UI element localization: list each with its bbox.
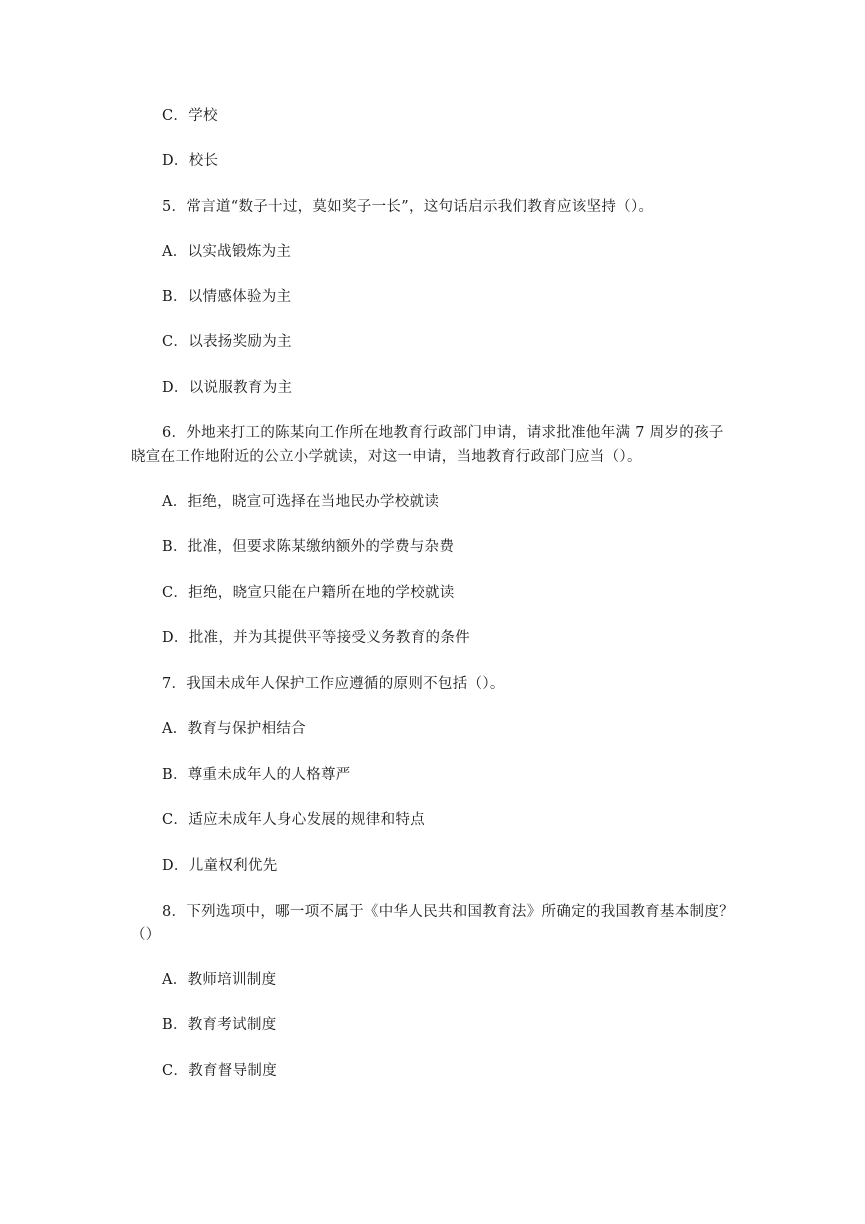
option-a-q6: A．拒绝，晓宣可选择在当地民办学校就读 [162,494,440,510]
option-d-q6: D．批准，并为其提供平等接受义务教育的条件 [162,630,470,646]
option-b-q5: B．以情感体验为主 [162,289,292,305]
question-7: 7．我国未成年人保护工作应遵循的原则不包括（）。 [162,676,505,692]
option-c-q4: C．学校 [162,108,218,124]
option-d-q7: D．儿童权利优先 [162,858,278,874]
option-b-q8: B．教育考试制度 [162,1017,277,1033]
option-d-q5: D．以说服教育为主 [162,380,293,396]
question-6: 6．外地来打工的陈某向工作所在地教育行政部门申请，请求批准他年满 7 周岁的孩子 [162,425,724,441]
option-a-q8: A．教师培训制度 [162,972,277,988]
question-5: 5．常言道“数子十过，莫如奖子一长”，这句话启示我们教育应该坚持（）。 [162,199,654,215]
option-c-q5: C．以表扬奖励为主 [162,334,292,350]
option-d-q4: D．校长 [162,153,219,169]
option-a-q7: A．教育与保护相结合 [162,721,306,737]
option-b-q6: B．批准，但要求陈某缴纳额外的学费与杂费 [162,539,455,555]
question-8: 8．下列选项中，哪一项不属于《中华人民共和国教育法》所确定的我国教育基本制度？ [162,904,734,920]
option-a-q5: A．以实战锻炼为主 [162,244,292,260]
question-6-continued: 晓宣在工作地附近的公立小学就读，对这一申请，当地教育行政部门应当（）。 [131,449,642,465]
option-c-q6: C．拒绝，晓宣只能在户籍所在地的学校就读 [162,585,455,601]
option-c-q7: C．适应未成年人身心发展的规律和特点 [162,812,425,828]
option-c-q8: C．教育督导制度 [162,1063,277,1079]
question-8-continued: （） [131,927,161,943]
option-b-q7: B．尊重未成年人的人格尊严 [162,767,351,783]
